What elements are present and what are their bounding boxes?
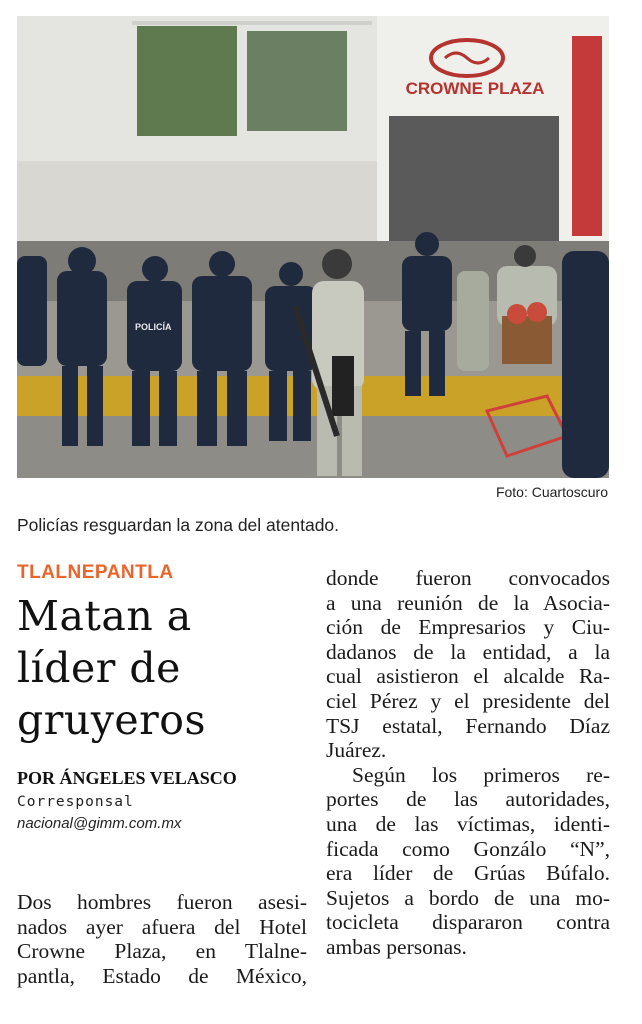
body-line: Dos hombres fueron asesi- bbox=[17, 890, 307, 914]
body-line: nados ayer afuera del Hotel bbox=[17, 914, 307, 939]
body-line: ciel Pérez y el presidente del bbox=[326, 688, 610, 713]
body-line: Según los primeros re- bbox=[352, 762, 610, 787]
article-body-left bbox=[17, 890, 307, 988]
body-paragraph bbox=[17, 890, 307, 988]
body-line: cual asistieron el alcalde Ra- bbox=[326, 664, 610, 689]
body-paragraph bbox=[326, 763, 610, 960]
section-label: TLALNEPANTLA bbox=[17, 562, 174, 583]
body-line: a una reunión de la Asocia- bbox=[326, 590, 610, 615]
hotel-sign: CROWNE PLAZA bbox=[405, 79, 545, 98]
author-email[interactable]: nacional@gimm.com.mx bbox=[17, 815, 182, 832]
body-line: era líder de Grúas Búfalo. bbox=[326, 861, 610, 886]
article-left-column bbox=[17, 562, 307, 832]
headline-line: Matan a bbox=[17, 592, 192, 640]
byline: POR ÁNGELES VELASCO bbox=[17, 768, 237, 788]
body-line: portes de las autoridades, bbox=[326, 787, 610, 812]
photo-caption: Policías resguardan la zona del atentado. bbox=[17, 515, 340, 535]
body-line: tocicleta dispararon contra bbox=[326, 910, 610, 935]
body-paragraph bbox=[326, 566, 610, 763]
body-line: una de las víctimas, identi- bbox=[326, 811, 610, 836]
body-line: Crowne Plaza, en Tlalne- bbox=[17, 939, 307, 964]
news-photo bbox=[17, 16, 609, 478]
headline-line: gruyeros bbox=[17, 696, 207, 744]
police-vest-label: POLICÍA bbox=[135, 322, 172, 332]
body-line: ción de Empresarios y Ciu- bbox=[326, 615, 610, 640]
body-line: ficada como Gonzálo “N”, bbox=[326, 836, 610, 861]
photo-illustration bbox=[17, 16, 609, 478]
author-role: Corresponsal bbox=[17, 794, 134, 810]
headline bbox=[17, 590, 307, 746]
body-line: dadanos de la entidad, a la bbox=[326, 639, 610, 664]
body-line: TSJ estatal, Fernando Díaz bbox=[326, 713, 610, 738]
body-line: ambas personas. bbox=[326, 934, 467, 959]
headline-line: líder de bbox=[17, 644, 181, 692]
body-line: pantla, Estado de México, bbox=[17, 963, 307, 988]
article-right-column bbox=[326, 566, 610, 960]
body-line: Sujetos a bordo de una mo- bbox=[326, 885, 610, 910]
photo-credit: Foto: Cuartoscuro bbox=[495, 484, 608, 500]
body-line: donde fueron convocados bbox=[326, 566, 610, 590]
body-line: Juárez. bbox=[326, 738, 387, 763]
